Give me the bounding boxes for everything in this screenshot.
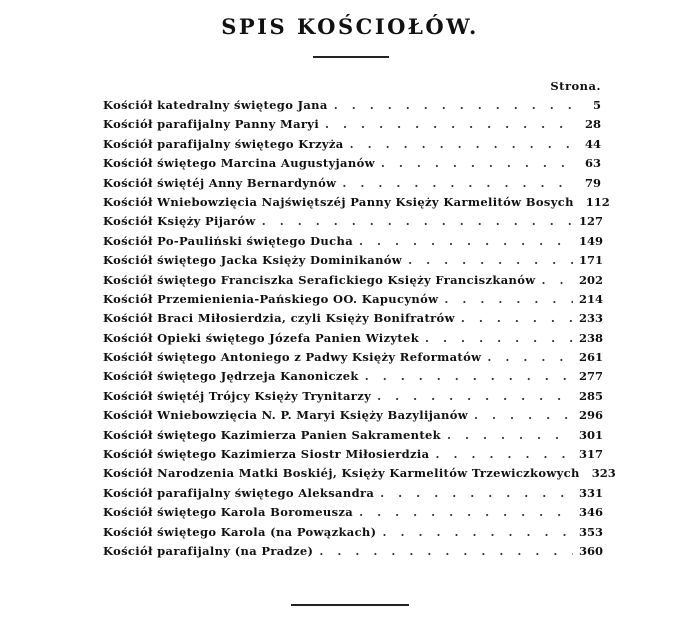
toc-page-number: 346: [579, 505, 604, 520]
toc-page-number: 331: [579, 485, 604, 500]
toc-page-number: 261: [579, 350, 604, 365]
toc-page-number: 171: [579, 253, 604, 268]
toc-row: [103, 212, 604, 231]
toc-entry-title: Kościół świętego Karola Boromeusza: [103, 505, 354, 520]
dot-leader: [342, 174, 573, 193]
dot-leader: [381, 154, 573, 173]
toc-entry-title: Kościół Wniebowzięcia Najświętszéj Panny Księży Karmelitów Bosych: [103, 194, 574, 209]
page-column-label: Strona.: [550, 79, 601, 93]
toc-row: [103, 174, 601, 193]
toc-page-number: 360: [579, 543, 604, 558]
title-divider: [313, 56, 389, 58]
dot-leader: [319, 542, 573, 561]
toc-page-number: 353: [579, 524, 604, 539]
dot-leader: [444, 290, 573, 309]
toc-entry-title: Kościół Księży Pijarów: [103, 214, 256, 229]
toc-entry-title: Kościół świętego Antoniego z Padwy Księży Reformatów: [103, 350, 482, 365]
dot-leader: [365, 367, 573, 386]
toc-entry-title: Kościół parafijalny świętego Aleksandra: [103, 485, 375, 500]
toc-row: [103, 154, 601, 173]
toc-row: [103, 426, 604, 445]
dot-leader: [461, 309, 573, 328]
toc-entry-title: Kościół Wniebowzięcia N. P. Maryi Księży Bazylijanów: [103, 408, 469, 423]
dot-leader: [350, 135, 573, 154]
toc-row: [103, 484, 604, 503]
toc-row: [103, 135, 601, 154]
toc-entry-title: Kościół parafijalny świętego Krzyża: [103, 136, 344, 151]
toc-entry-title: Kościół parafijalny (na Pradze): [103, 543, 314, 558]
toc-row: [103, 348, 604, 367]
dot-leader: [425, 329, 573, 348]
toc-entry-title: Kościół parafijalny Panny Maryi: [103, 117, 320, 132]
dot-leader: [487, 348, 573, 367]
toc-page-number: 149: [579, 233, 604, 248]
bottom-divider: [291, 604, 409, 606]
toc-entry-title: Kościół Po-Pauliński świętego Ducha: [103, 233, 354, 248]
toc-page-number: 238: [579, 330, 604, 345]
toc-page-number: 127: [579, 214, 604, 229]
toc-row: [103, 445, 604, 464]
toc-page-number: 112: [585, 194, 610, 209]
table-of-contents: [103, 96, 616, 561]
page-title: SPIS KOŚCIOŁÓW.: [221, 14, 479, 39]
toc-entry-title: Kościół świętéj Anny Bernardynów: [103, 175, 337, 190]
toc-page-number: 214: [579, 291, 604, 306]
toc-page-number: 277: [579, 369, 604, 384]
toc-page-number: 285: [579, 388, 604, 403]
toc-page-number: 202: [579, 272, 604, 287]
toc-row: [103, 271, 604, 290]
toc-entry-title: Kościół Narodzenia Matki Boskiéj, Księży Karmelitów Trzewiczkowych: [103, 466, 580, 481]
toc-row: [103, 115, 601, 134]
toc-entry-title: Kościół świętego Jacka Księży Dominikanów: [103, 253, 403, 268]
toc-page-number: 79: [584, 175, 601, 190]
toc-row: [103, 523, 604, 542]
toc-row: [103, 309, 604, 328]
toc-row: [103, 193, 610, 212]
dot-leader: [380, 484, 573, 503]
toc-page-number: 63: [584, 156, 601, 171]
dot-leader: [542, 271, 574, 290]
toc-page-number: 296: [579, 408, 604, 423]
toc-page-number: 323: [591, 466, 616, 481]
toc-entry-title: Kościół katedralny świętego Jana: [103, 98, 328, 112]
toc-row: [103, 290, 604, 309]
dot-leader: [474, 406, 573, 425]
toc-entry-title: Kościół Braci Miłosierdzia, czyli Księży Bonifratrów: [103, 311, 455, 326]
toc-entry-title: Kościół świętego Kazimierza Siostr Miłosierdzia: [103, 447, 430, 462]
dot-leader: [325, 115, 573, 134]
toc-page-number: 44: [584, 136, 601, 151]
toc-entry-title: Kościół Opieki świętego Józefa Panien Wizytek: [103, 330, 420, 345]
toc-row: [103, 406, 604, 425]
toc-entry-title: Kościół Przemienienia-Pańskiego OO. Kapucynów: [103, 291, 439, 306]
dot-leader: [435, 445, 573, 464]
toc-row: [103, 503, 604, 522]
toc-page-number: 28: [584, 117, 601, 132]
dot-leader: [382, 523, 573, 542]
dot-leader: [334, 96, 573, 115]
dot-leader: [359, 232, 573, 251]
toc-entry-title: Kościół świętego Karola (na Powązkach): [103, 524, 377, 539]
toc-row: [103, 329, 604, 348]
dot-leader: [359, 503, 573, 522]
toc-entry-title: Kościół świętego Franciszka Serafickiego Księży Franciszkanów: [103, 272, 536, 287]
toc-row: [103, 464, 616, 483]
toc-page-number: 5: [592, 98, 601, 112]
toc-entry-title: Kościół świętéj Trójcy Księży Trynitarzy: [103, 388, 372, 403]
dot-leader: [262, 212, 573, 231]
dot-leader: [377, 387, 573, 406]
toc-entry-title: Kościół świętego Kazimierza Panien Sakramentek: [103, 427, 441, 442]
toc-row: [103, 542, 604, 561]
toc-row: [103, 387, 604, 406]
toc-entry-title: Kościół świętego Jędrzeja Kanoniczek: [103, 369, 359, 384]
toc-row: [103, 251, 604, 270]
toc-entry-title: Kościół świętego Marcina Augustyjanów: [103, 156, 375, 171]
toc-page-number: 317: [579, 447, 604, 462]
toc-page-number: 233: [579, 311, 604, 326]
toc-row: [103, 232, 604, 251]
toc-page-number: 301: [579, 427, 604, 442]
dot-leader: [408, 251, 573, 270]
dot-leader: [447, 426, 573, 445]
toc-row: [103, 367, 604, 386]
toc-row: [103, 96, 601, 115]
